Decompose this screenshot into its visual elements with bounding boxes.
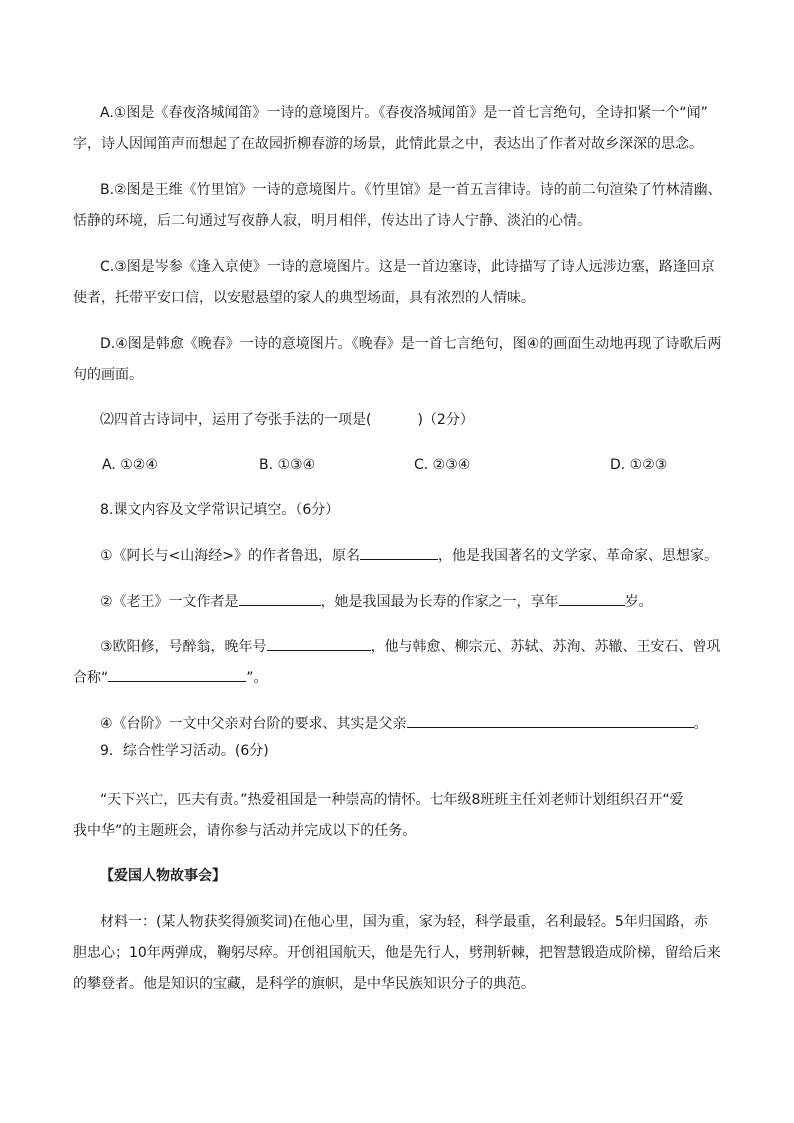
q8-item-1 [100, 544, 718, 566]
q8-item-4-end: 。 [693, 716, 708, 732]
choice-d: D. ①②③ [610, 457, 668, 473]
sub-question-2-text: ⑵四首古诗词中，运用了夸张手法的一项是( [100, 412, 372, 428]
option-c-line-2: 使者，托带平安口信，以安慰悬望的家人的典型场面，具有浓烈的人情味。 [73, 290, 535, 306]
choice-b: B. ①③④ [259, 457, 316, 473]
fill-blank-2[interactable] [239, 590, 321, 606]
option-b-line-1: B.②图是王维《竹里馆》一诗的意境图片。《竹里馆》是一首五言律诗。诗的前二句渲染了竹林清幽、 [100, 182, 722, 198]
q8-item-3 [100, 635, 721, 657]
q8-item-2-mid: ，她是我国最为长寿的作家之一，享年 [320, 594, 559, 610]
q8-item-2-end: 岁。 [624, 594, 653, 610]
q9-intro-line-2: 我中华”的主题班会，请你参与活动并完成以下的任务。 [73, 823, 417, 839]
q8-item-3-text: ③欧阳修，号醉翁，晚年号 [100, 639, 267, 655]
choice-a: A. ①②④ [102, 457, 158, 473]
q8-item-3-cont-end: ”。 [246, 670, 268, 686]
option-c-line-1: C.③图是岑参《逢入京使》一诗的意境图片。这是一首边塞诗，此诗描写了诗人远涉边塞，路逢回京 [100, 259, 715, 275]
q8-item-3-cont [73, 666, 268, 688]
q8-item-3-rest: ，他与韩愈、柳宗元、苏轼、苏洵、苏辙、王安石、曾巩 [370, 639, 721, 655]
question-9-title: 9．综合性学习活动。(6分) [100, 743, 269, 759]
q8-item-2-text: ②《老王》一文作者是 [100, 594, 239, 610]
option-a-line-2: 字，诗人因闻笛声而想起了在故园折柳春游的场景，此情此景之中，表达出了作者对故乡深深的思念。 [73, 136, 703, 152]
q8-item-3-cont-text: 合称“ [73, 670, 109, 686]
fill-blank-1[interactable] [360, 544, 438, 560]
q8-item-2 [100, 590, 653, 612]
fill-blank-4[interactable] [267, 635, 371, 651]
material-1-line-1: 材料一：(某人物获奖得颁奖词)在他心里，国为重，家为轻，科学最重，名利最轻。5年归国路，赤 [100, 914, 708, 930]
q8-item-4 [100, 712, 708, 734]
option-d-line-2: 句的画面。 [73, 367, 143, 383]
option-d-line-1: D.④图是韩愈《晚春》一诗的意境图片。《晚春》是一首七言绝句，图④的画面生动地再现了诗歌后两 [100, 336, 722, 352]
fill-blank-3[interactable] [559, 590, 625, 606]
fill-blank-5[interactable] [108, 666, 246, 682]
q8-item-4-text: ④《台阶》一文中父亲对台阶的要求、其实是父亲 [100, 716, 407, 732]
option-a-line-1: A.①图是《春夜洛城闻笛》一诗的意境图片。《春夜洛城闻笛》是一首七言绝句，全诗扣紧一个“闻” [100, 105, 708, 121]
question-8-title: 8.课文内容及文学常识记填空。（6分） [100, 502, 340, 518]
fill-blank-6[interactable] [407, 712, 694, 728]
material-1-line-3: 的攀登者。他是知识的宝藏，是科学的旗帜，是中华民族知识分子的典范。 [73, 976, 535, 992]
sub-question-2 [100, 410, 474, 430]
sub-question-2-score: )（2分） [417, 412, 474, 428]
q8-item-1-rest: ，他是我国著名的文学家、革命家、思想家。 [438, 548, 719, 564]
q8-item-1-text: ①《阿长与<山海经>》的作者鲁迅，原名 [100, 548, 361, 564]
section-heading: 【爱国人物故事会】 [100, 868, 226, 884]
material-1-line-2: 胆忠心；10年两弹成，鞠躬尽瘁。开创祖国航天，他是先行人，劈荆斩棘，把智慧锻造成阶梯，留给后来 [73, 945, 721, 961]
q9-intro-line-1: “天下兴亡，匹夫有责。”热爱祖国是一种崇高的情怀。七年级8班班主任刘老师计划组织召开“爱 [100, 792, 684, 808]
option-b-line-2: 恬静的环境，后二句通过写夜静人寂，明月相伴，传达出了诗人宁静、淡泊的心情。 [73, 213, 591, 229]
choice-c: C. ②③④ [414, 457, 471, 473]
